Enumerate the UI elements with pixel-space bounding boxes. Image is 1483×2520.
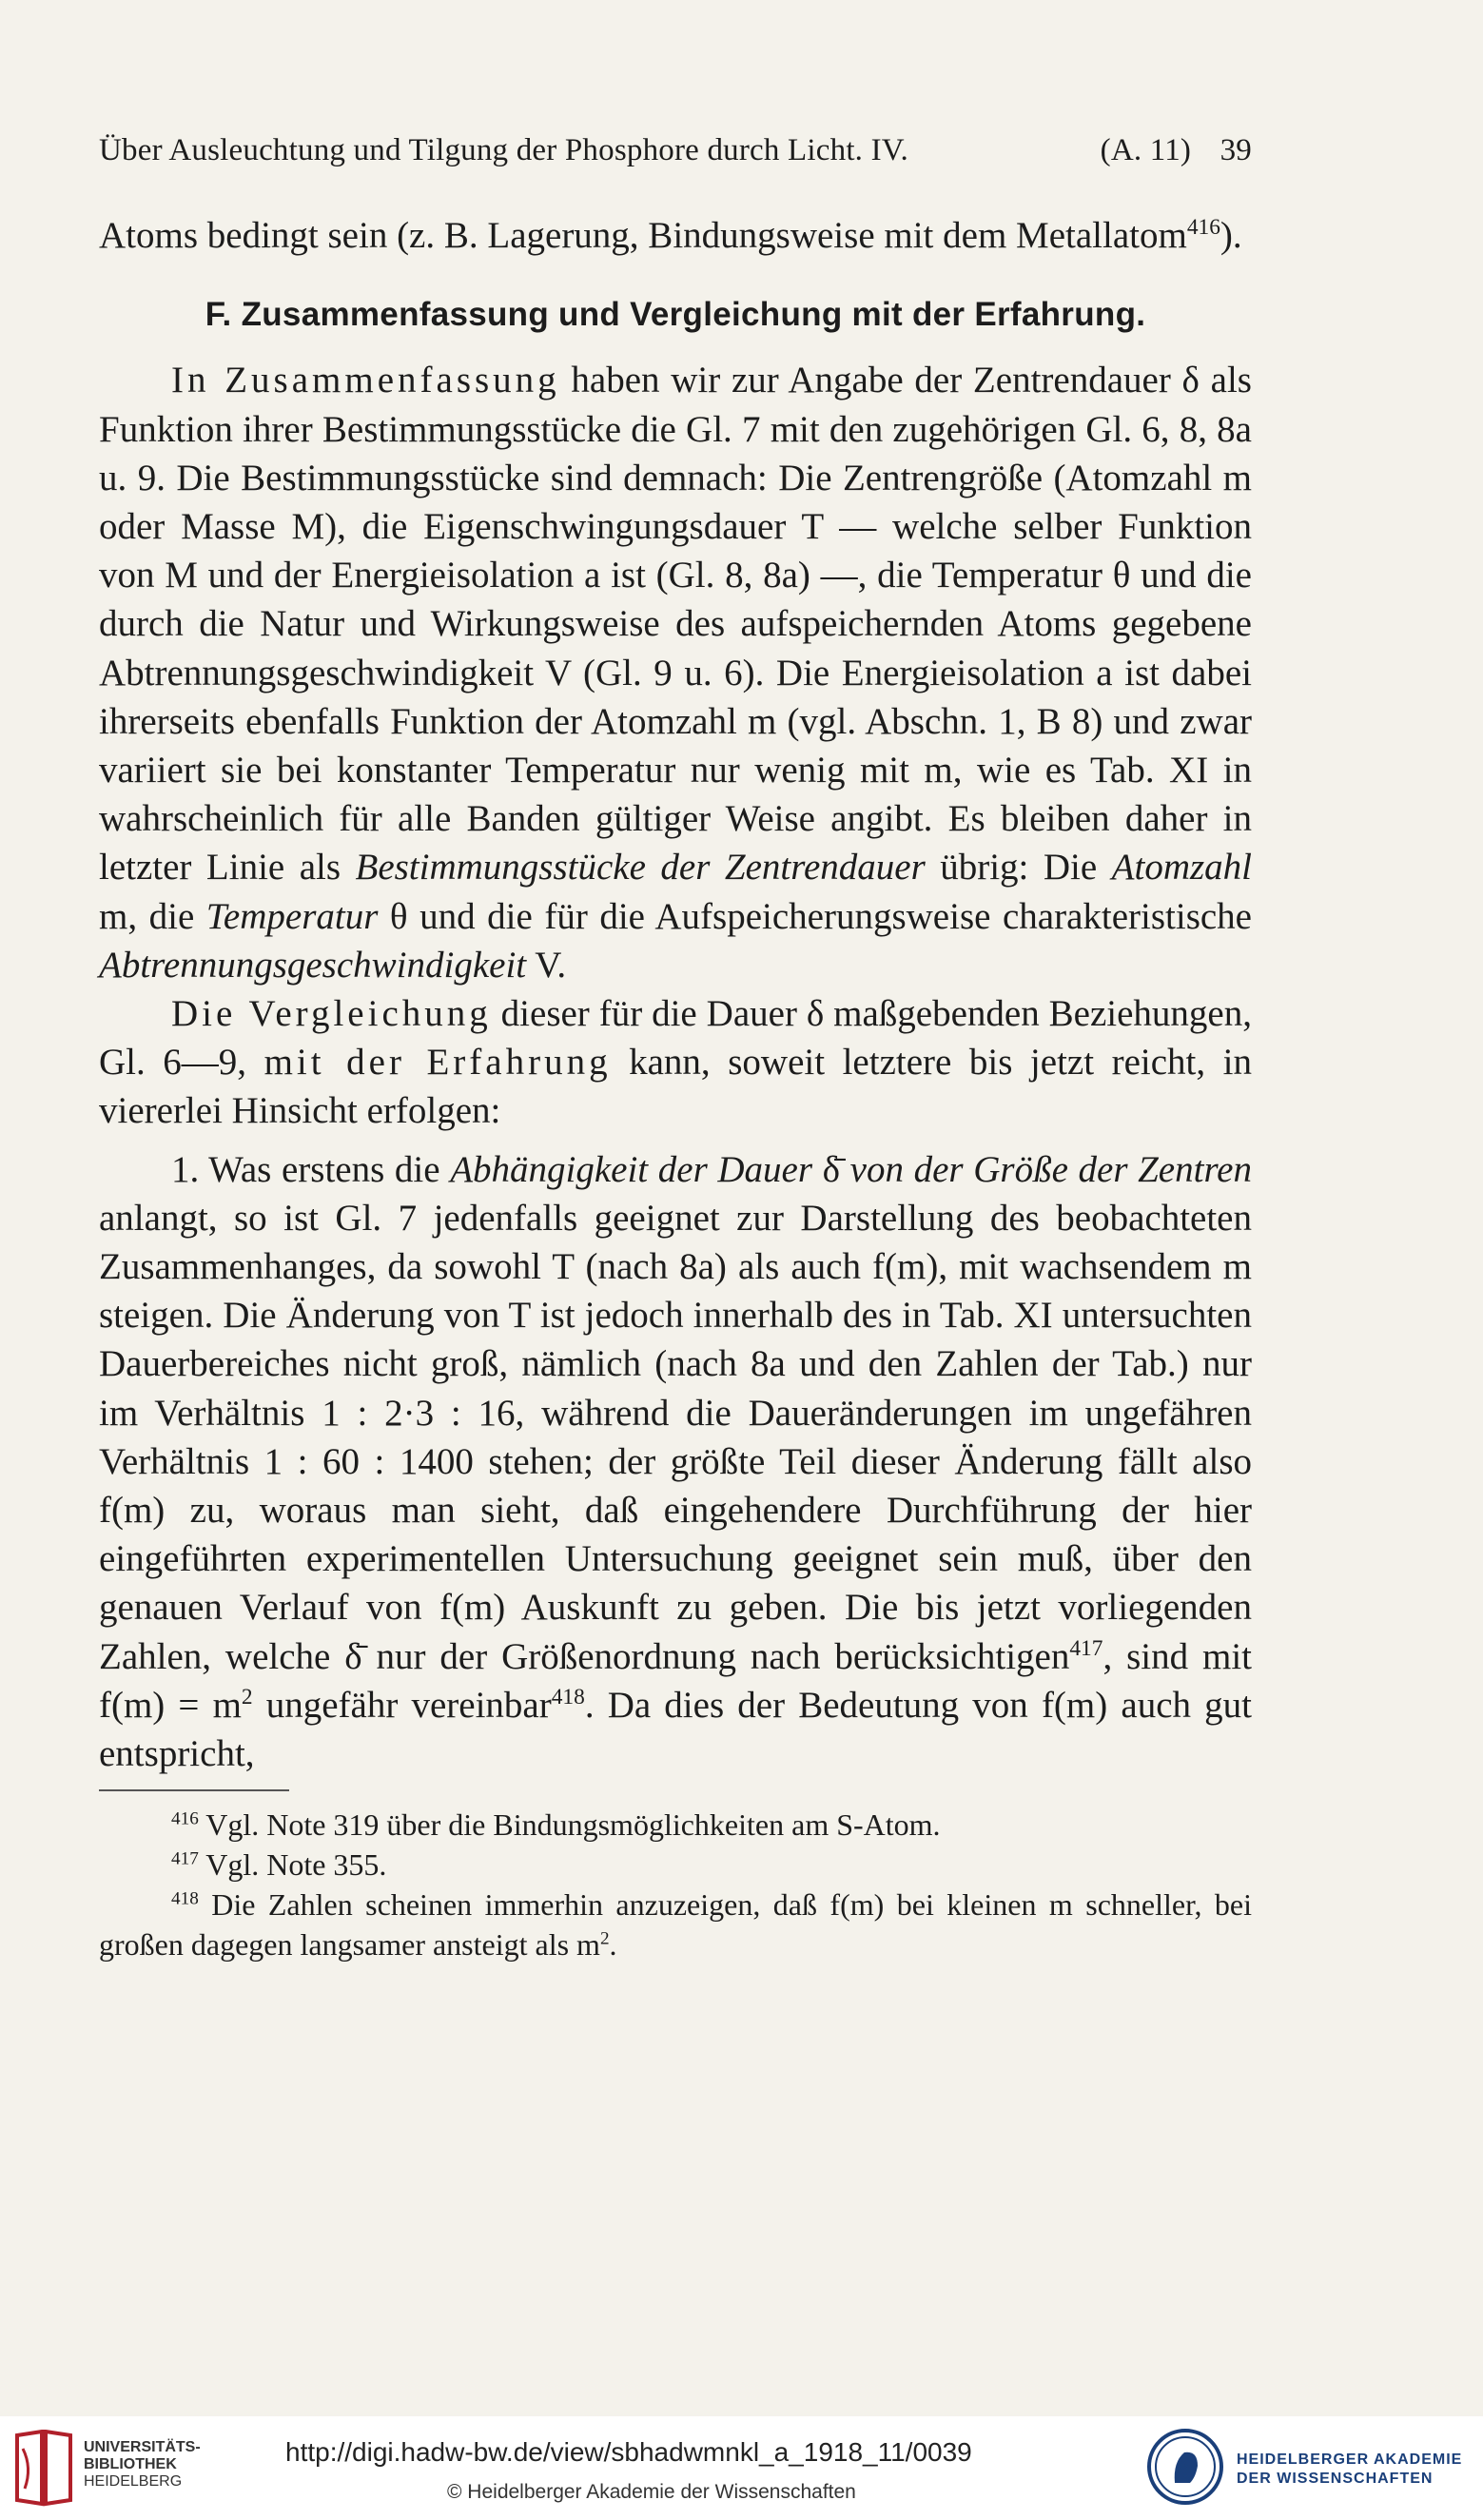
spaced-text: In Zusammenfassung [171, 360, 560, 401]
text-run: dieser für die Dauer δ maßgebenden Beziehungen, Gl. 6—9, [99, 993, 1252, 1084]
footnote-text: Vgl. Note 319 über die Bindungsmöglichkeiten am S-Atom. [198, 1807, 941, 1843]
italic-text: Abtrennungsgeschwindigkeit [99, 944, 527, 986]
footnote-416 [99, 1805, 1252, 1845]
footnote-number: 416 [171, 1808, 199, 1829]
library-name [84, 2439, 201, 2491]
text-run: 1. Was erstens die [171, 1148, 451, 1190]
italic-text: Temperatur [205, 895, 379, 937]
page-number: 39 [1220, 133, 1252, 167]
footnote-417 [99, 1845, 1252, 1885]
library-name-line: BIBLIOTHEK [84, 2456, 177, 2472]
text-run: ). [1220, 215, 1242, 256]
footnote-text: . [609, 1927, 617, 1963]
italic-text: Abhängigkeit der Dauer [450, 1148, 813, 1190]
section-heading: F. Zusammenfassung und Vergleichung mit der Erfahrung. [205, 296, 1146, 334]
text-run: θ und die für die Aufspeicherungsweise charakteristische [378, 895, 1252, 937]
library-name-line: UNIVERSITÄTS- [84, 2439, 201, 2455]
spaced-text: mit der Erfahrung [263, 1042, 612, 1084]
main-text [99, 211, 1252, 1964]
exponent: 2 [599, 1928, 610, 1949]
footnote-ref: 416 [1186, 215, 1220, 240]
footnote-text: Vgl. Note 355. [198, 1847, 387, 1883]
footnote-divider [99, 1789, 289, 1791]
text-run: haben wir zur Angabe der Zentrendauer δ als Funktion ihrer Bestimmungsstücke die Gl. 7 mit den zugehörigen Gl. 6, 8, 8a u. 9. Die Bestimmungsstücke sind demnach: Die Zentrengröße (Atomzahl m oder Masse M), die Eigenschwingungsdauer T — welche selber Funktion von M und der Energieisolation a ist (Gl. 8, 8a) —, die Temperatur θ und die durch die Natur und Wirkungsweise des aufspeichernden Atoms gegebene Abtrennungsgeschwindigkeit V (Gl. 9 u. 6). Die Energieisolation a ist dabei ihrerseits ebenfalls Funktion der Atomzahl m (vgl. Abschn. 1, B 8) und zwar variiert sie bei konstanter Temperatur nur wenig mit m, wie es Tab. XI in wahrscheinlich für alle Banden gültiger Weise angibt. Es bleiben daher in letzter Linie als [99, 360, 1252, 889]
copyright-notice: © Heidelberger Akademie der Wissenschaften [447, 2481, 856, 2503]
text-run: , sind mit f(m) = m [99, 1635, 1252, 1726]
academy-name-line: HEIDELBERGER AKADEMIE [1237, 2452, 1463, 2468]
academy-name [1237, 2451, 1462, 2489]
exponent: 2 [241, 1684, 253, 1709]
academy-seal-icon [1146, 2428, 1224, 2506]
text-run: Atoms bedingt sein (z. B. Lagerung, Bindungsweise mit dem Metallatom [99, 215, 1187, 256]
paragraph-summary [99, 356, 1252, 989]
library-name-line: HEIDELBERG [84, 2473, 183, 2490]
paragraph-continuation [99, 211, 1252, 260]
footnote-ref: 418 [551, 1684, 585, 1709]
footnote-number: 417 [171, 1848, 199, 1869]
spaced-text: Die Vergleichung [171, 993, 492, 1035]
permalink-url[interactable]: http://digi.hadw-bw.de/view/sbhadwmnkl_a_1918_11/0039 [285, 2437, 972, 2467]
text-run: kann, soweit letztere bis jetzt reicht, in viererlei Hinsicht erfolgen: [99, 1042, 1252, 1132]
paragraph-point-1 [99, 1145, 1252, 1779]
text-run: ungefähr vereinbar [252, 1684, 552, 1726]
text-run: anlangt, so ist Gl. 7 jedenfalls geeignet zur Darstellung des beobachteten Zusammenhanges, da sowohl T (nach 8a) als auch f(m), mit wachsendem m steigen. Die Änderung von T ist jedoch innerhalb des in Tab. XI untersuchten Dauerbereiches nicht groß, nämlich (nach 8a und den Zahlen der Tab.) nur im Verhältnis 1 : 2·3 : 16, während die Daueränderungen im ungefähren Verhältnis 1 : 60 : 1400 stehen; der größte Teil dieser Änderung fällt also f(m) zu, woraus man sieht, daß eingehendere Durchführung der hier eingeführten experimentellen Untersuchung geeignet sein muß, über den genauen Verlauf von f(m) Auskunft zu geben. Die bis jetzt vorliegenden Zahlen, welche δ̄ nur der Größenordnung nach berücksichtigen [99, 1197, 1252, 1677]
footnote-ref: 417 [1069, 1635, 1103, 1661]
footnotes [99, 1805, 1252, 1964]
text-run: V. [526, 944, 567, 986]
running-head-title: Über Ausleuchtung und Tilgung der Phosphore durch Licht. IV. [99, 133, 909, 167]
viewer-footer [0, 2416, 1483, 2520]
text-run: übrig: Die [925, 847, 1112, 889]
running-head-ref: (A. 11) [1100, 133, 1192, 167]
paragraph-comparison [99, 989, 1252, 1136]
footnote-418 [99, 1885, 1252, 1964]
academy-name-line: DER WISSENSCHAFTEN [1237, 2471, 1434, 2487]
italic-text: Bestimmungsstücke der Zentrendauer [355, 847, 926, 889]
italic-text: von der Größe der Zentren [849, 1148, 1252, 1190]
running-head [99, 133, 1252, 168]
footnote-number: 418 [171, 1888, 199, 1909]
symbol-delta: δ̄ [812, 1148, 850, 1190]
running-head-right [1080, 133, 1252, 168]
text-run: m, die [99, 895, 206, 937]
university-library-logo-icon [13, 2430, 74, 2508]
text-run: . Da dies der Bedeutung von f(m) auch gut entspricht, [99, 1684, 1252, 1775]
italic-text: Atomzahl [1111, 847, 1253, 889]
footnote-text: Die Zahlen scheinen immerhin anzuzeigen, daß f(m) bei kleinen m schneller, bei großen dagegen langsamer ansteigt als m [99, 1887, 1252, 1963]
